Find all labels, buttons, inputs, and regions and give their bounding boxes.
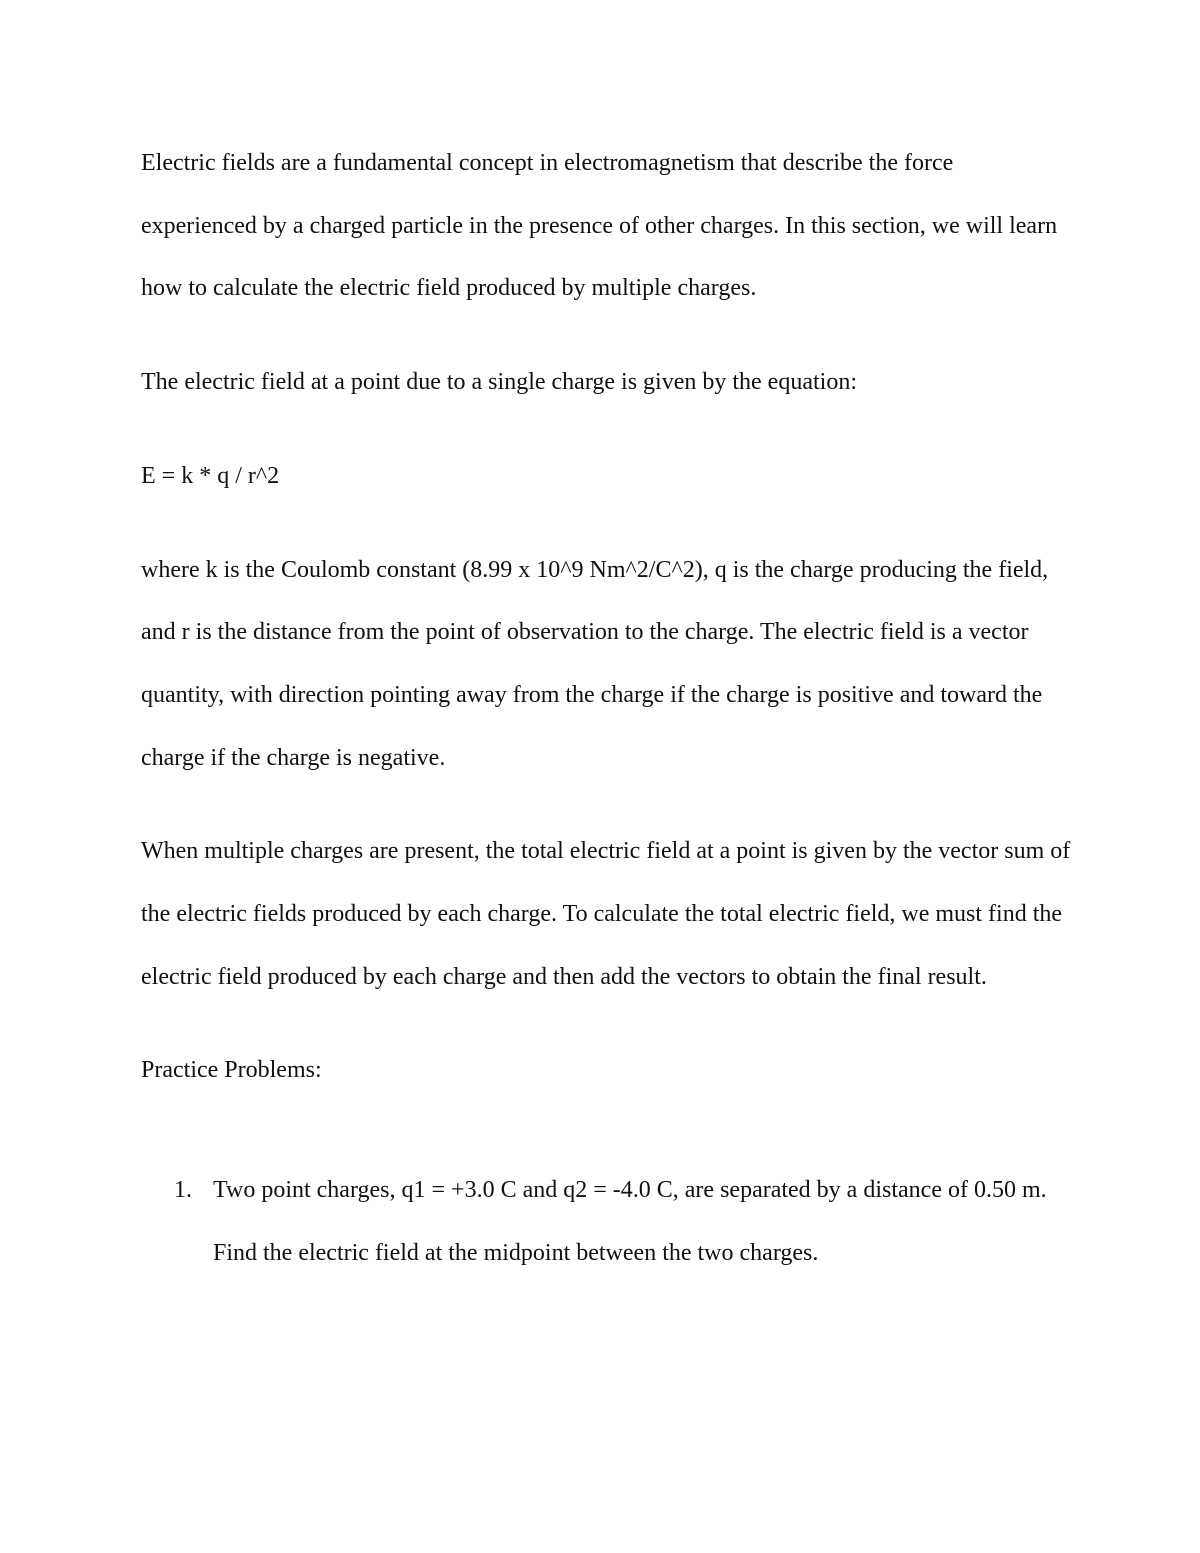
- equation-intro-paragraph: The electric field at a point due to a single charge is given by the equation:: [141, 369, 857, 396]
- document-body: [141, 132, 1071, 1285]
- problem-text: Two point charges, q1 = +3.0 C and q2 = -4.0 C, are separated by a distance of 0.50 m. Find the electric field at the midpoint between the two charges.: [213, 1177, 1047, 1266]
- superposition-paragraph: When multiple charges are present, the total electric field at a point is given by the vector sum of the electric fields produced by each charge. To calculate the total electric field, we must find the electric field produced by each charge and then add the vectors to obtain the final result.: [141, 838, 1071, 990]
- practice-problems-heading: Practice Problems:: [141, 1057, 322, 1084]
- coulomb-explanation-paragraph: where k is the Coulomb constant (8.99 x 10^9 Nm^2/C^2), q is the charge producing the field, and r is the distance from the point of observation to the charge. The electric field is a vector quantity, with direction pointing away from the charge if the charge is positive and toward the charge if the charge is negative.: [141, 556, 1049, 771]
- problem-number: 1.: [174, 1177, 192, 1204]
- equation-line: E = k * q / r^2: [141, 462, 280, 489]
- intro-paragraph: Electric fields are a fundamental concept in electromagnetism that describe the force experienced by a charged particle in the presence of other charges. In this section, we will learn how to calculate the electric field produced by multiple charges.: [141, 150, 1058, 302]
- practice-problems-list: [141, 1159, 1071, 1284]
- list-item: [141, 1159, 1071, 1284]
